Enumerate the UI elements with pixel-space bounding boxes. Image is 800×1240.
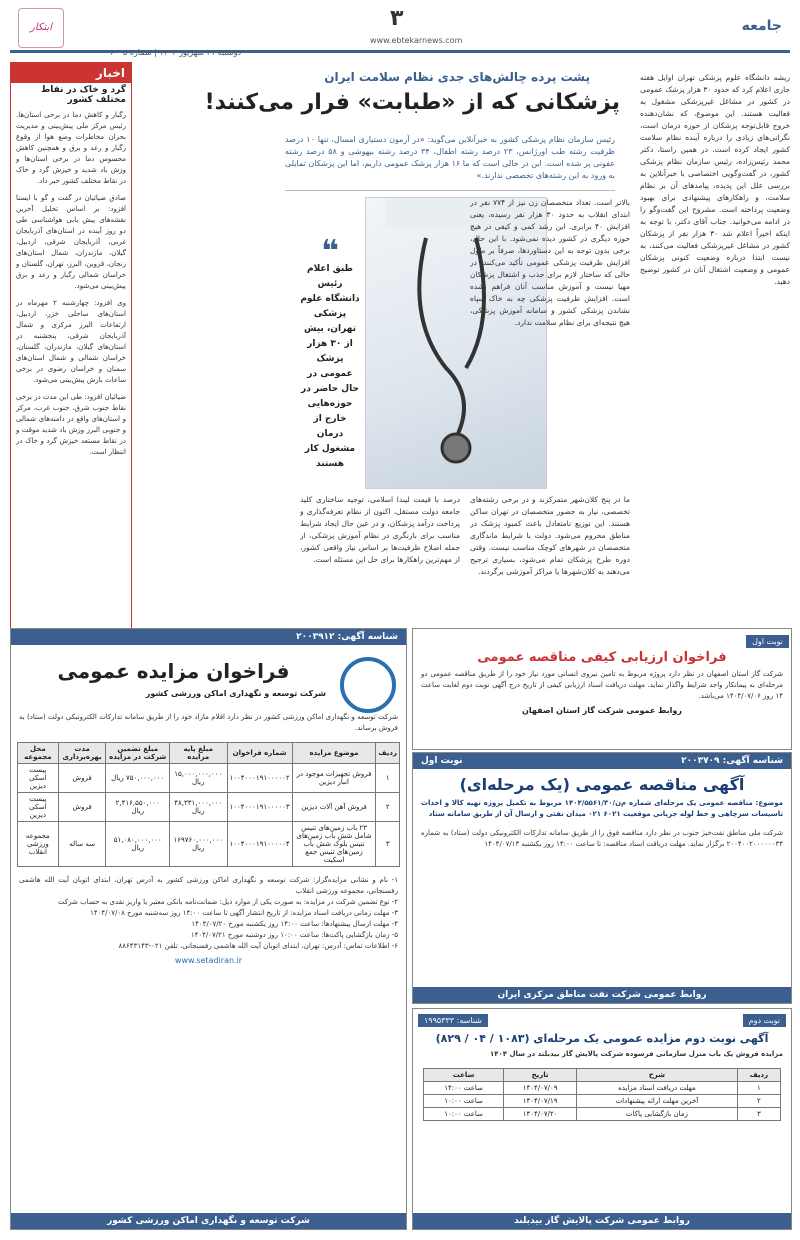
newspaper-logo: ابتکار (18, 8, 64, 48)
table-cell: ۱۵,۰۰۰,۰۰۰,۰۰۰ ریال (169, 764, 227, 793)
page-number: ۳ (390, 6, 404, 31)
ad-title: فراخوان مزایده عمومی (57, 659, 290, 683)
table-header-cell: محل مجموعه (18, 743, 59, 764)
ad-signature: روابط عمومی شرکت نفت مناطق مرکزی ایران (413, 987, 791, 1003)
ad-footer (11, 871, 406, 956)
table-row (424, 1082, 781, 1095)
ad-body: شرکت گاز استان اصفهان در نظر دارد پروژه مربوط به تامین نیروی انسانی مورد نیاز خود را از طریق مناقصه عمومی دو مرحله‌ای به پیمانکار واجد شرایط واگذار نماید. مهلت دریافت اسناد ارزیابی کیفی از تاریخ درج آگهی نوبت دوم لغایت ساعت ۱۴ روز ۱۴۰۴/۰۷/۰۶ می‌باشد. (421, 670, 783, 700)
table-cell: ۲ (737, 1095, 780, 1108)
ad-badge: نوبت اول (421, 756, 463, 766)
table-header-cell: تاریخ (504, 1069, 577, 1082)
table-cell: ۱ (376, 764, 400, 793)
table-cell: ساعت ۱۴:۰۰ (424, 1082, 504, 1095)
table-cell: ۱۴۰۴/۰۷/۱۹ (504, 1095, 577, 1108)
article-column-1: ریشه دانشگاه علوم پزشکی تهران اوایل هفته جاری اعلام کرد که حدود ۳۰ هزار پزشک عمومی در کشور در مشاغل غیرپزشکی مشغول به فعالیت هستند. این موضوع، که نشان‌دهنده خروج قابل‌توجه پزشکان از حوزه درمان است، نگرانی‌های زیادی را درباره آینده نظام سلامت کشور ایجاد کرده است. در همین راستا، دکتر محمد رئیس‌زاده، رئیس سازمان نظام پزشکی کشور، در گفت‌وگویی اختصاصی با خبرآنلاین به بررسی علل این پدیده، پیامدهای آن بر نظام سلامت، و راهکارهای پیشنهادی برای بهبود وضعیت پرداخته است. مشروح این گفت‌وگو را در ادامه می‌خوانید. جناب آقای دکتر، با توجه به اینکه اخیراً اعلام شد ۳۰ هزار نفر از پزشکان کشور در مشاغل غیرپزشکی فعالیت می‌کنند، به نیست ابتدا درباره وضعیت کنونی پزشکان عمومی و وضعیت اشتغال آنان در کشور توضیح دهید. (640, 73, 790, 286)
ad-footer-line: ۱- نام و نشانی مزایده‌گزار: شرکت توسعه و نگهداری اماکن ورزشی کشور به آدرس تهران، ابتدای اتوبان آیت الله هاشمی رفسنجانی، مجموعه ورزشی انقلاب (19, 876, 398, 895)
table-row (18, 822, 400, 867)
ad-subtitle: مزایده فروش یک باب منزل سازمانی فرسوده شرکت پالایش گاز بیدبلند در سال ۱۴۰۴ (489, 1050, 783, 1058)
main-article (140, 62, 790, 622)
news-column (10, 62, 132, 644)
table-cell: ۲۳ باب زمین‌های تنیس شامل شش باب زمین‌های تنیس بلوک شش باب زمین‌های تنیس جمع اسکیت (292, 822, 376, 867)
ad-subtitle: موضوع: مناقصه عمومی یک مرحله‌ای شماره م‌ن/۱۴۰۴/۵۵۶۱/۳۰ مربوط به تکمیل پروژه تهیه کالا و احداث تاسیسات سرچاهی و خط لوله جریانی موقعیت ۶۰۲۱ ۰۲۱ میدان نفتی و ارسال آن از طریق سامانه ستاد (421, 799, 783, 818)
table-row (18, 764, 400, 793)
news-heading: اخبار (11, 63, 131, 83)
table-row (424, 1095, 781, 1108)
table-cell: ۱۰۰۴۰۰۰۱۹۱۰۰۰۰۰۴ (227, 822, 292, 867)
news-paragraph: رگبار و کاهش دما در برخی استان‌ها. رئیس مرکز ملی پیش‌بینی و مدیریت بحران مخاطرات وضع هوا از وقوع رگبار و رعد و برق و همچنین کاهش محسوس دما در برخی استان‌ها و وزش باد شدید و خیزش گرد و خاک در نقاط مختلف کشور خبر داد. (16, 111, 126, 185)
table-header-cell: مبلغ پایه مزایده (169, 743, 227, 764)
pull-quote (300, 234, 360, 469)
ad-refinery-auction (412, 1008, 792, 1230)
table-cell: ساعت ۱۰:۰۰ (424, 1095, 504, 1108)
news-paragraph: وی افزود: چهارشنبه ۲ مهرماه در استان‌های ساحلی خزر، اردبیل، ارتفاعات البرز مرکزی و شمال آذربایجان شرقی، پنجشنبه در استان‌های گیلان، مازندران، گلستان، خراسان شمالی و شمال استان‌های سمنان و خراسان رضوی در برخی ساعات بارش پیش‌بینی می‌شود. (16, 299, 126, 384)
ad-footer-line: ۴- مهلت ارسال پیشنهادها: ساعت ۱۴:۰۰ روز یکشنبه مورخ ۱۴۰۴/۰۷/۲۰ (191, 920, 398, 928)
ad-oil-tender (412, 752, 792, 1004)
ad-footer-line: ۳- مهلت زمانی دریافت اسناد مزایده: از تاریخ انتشار آگهی تا ساعت ۱۴:۰۰ روز سه‌شنبه مورخ ۱۴۰۴/۰۷/۰۸ (90, 909, 398, 917)
table-cell: فروش آهن آلات دیزین (292, 793, 376, 822)
table-cell: آخرین مهلت ارائه پیشنهادات (577, 1095, 738, 1108)
ad-gas-qualification (412, 628, 792, 750)
table-cell: فروش (58, 764, 106, 793)
table-cell: ۱۴۰۴/۰۷/۰۹ (504, 1082, 577, 1095)
table-cell: سه ساله (58, 822, 106, 867)
table-cell: مهلت دریافت اسناد مزایده (577, 1082, 738, 1095)
ad-badge: نوبت دوم (743, 1014, 786, 1027)
news-paragraph: ضیائیان افزود: طی این مدت در برخی نقاط جنوب شرق، جنوب غرب، مرکز و استان‌های واقع در دامنه‌های شمالی و جنوبی البرز وزش باد شدید موقت و در نقاط مستعد خیزش گرد و خاک در انتظار است. (16, 393, 126, 456)
table-cell: پیست اسکی دیزین (18, 764, 59, 793)
ad-badge: نوبت اول (746, 635, 789, 648)
ad-tender-sports (10, 628, 407, 1230)
news-subheading: گرد و خاک در نقاط مختلف کشور (40, 85, 126, 105)
page-header (10, 6, 790, 57)
ad-footer-line: ۶- اطلاعات تماس: آدرس: تهران، ابتدای اتوبان آیت الله هاشمی رفسنجانی، تلفن ۰۲۱-۸۸۶۴۳۱۴۳ (118, 942, 398, 950)
site-url: www.ebtekarnews.com (370, 36, 463, 45)
table-cell: زمان بازگشایی پاکات (577, 1108, 738, 1121)
table-cell: مجموعه ورزشی انقلاب (18, 822, 59, 867)
table-cell: ۱ (737, 1082, 780, 1095)
table-cell: ۲,۴۱۶,۵۵۰,۰۰۰ ریال (106, 793, 170, 822)
org-logo-icon (340, 657, 396, 713)
table-cell: پیست اسکی دیزین (18, 793, 59, 822)
table-header-cell: ردیف (376, 743, 400, 764)
table-header-cell: موضوع مزایده (292, 743, 376, 764)
table-header-cell: مبلغ تضمین شرکت در مزایده (106, 743, 170, 764)
table-cell: ۳ (376, 822, 400, 867)
table-cell: ۱۴۰۴/۰۷/۲۰ (504, 1108, 577, 1121)
issue-date: دوشنبه ۳۱ شهریور ۱۴۰۴ | شماره ۶۰۰۵ (110, 48, 242, 57)
table-cell: فروش تجهیزات موجود در انبار دیزین (292, 764, 376, 793)
table-cell: فروش (58, 793, 106, 822)
table-cell: ۱۶۹۷۶۰,۰۰۰,۰۰۰ ریال (169, 822, 227, 867)
table-header-cell: ساعت (424, 1069, 504, 1082)
ad-signature: شرکت توسعه و نگهداری اماکن ورزشی کشور (11, 1213, 406, 1229)
ad-intro: شرکت توسعه و نگهداری اماکن ورزشی کشور در نظر دارد اقلام مازاد خود را از طریق سامانه تدارکات الکترونیکی دولت (ستاد) به فروش برساند. (19, 713, 398, 732)
ad-number: شناسه آگهی: ۲۰۰۳۷۰۹ (681, 756, 783, 766)
article-column-2: بالاتر است. تعداد متخصصان زن نیز از ۷۷۴ نفر در ابتدای انقلاب به حدود ۳۰ هزار نفر رسیده، یعنی افزایش ۴۰ برابری. این رشد کمی و کیفی در هیچ حوزه دیگری در کشور دیده نمی‌شود. با این حال، برخی بدون توجه به این دستاوردها، صرفاً بر طول افزایش ظرفیت پزشکی عمومی تأکید می‌کنند، در حالی که ساختار لازم برای جذب و اشتغال پزشکان مهیا نیست و آموزش مناسب آنان فراهم نشده است. افزایش ظرفیت پزشکی چه به خاک سپاه نشاندن پزشکی کشور و سامانه آموزش پزشکی، هیچ نتیجه‌ای برای نظام سلامت ندارد. (470, 198, 630, 327)
table-cell: ۱۰۰۴۰۰۰۱۹۱۰۰۰۰۰۳ (227, 793, 292, 822)
article-title: پزشکانی که از «طبابت» فرار می‌کنند! (204, 90, 620, 115)
ad-body: شرکت ملی مناطق نفت‌خیز جنوب در نظر دارد مناقصه فوق را از طریق سامانه تدارکات الکترونیکی دولت (ستاد) به شماره ۲۰۰۴۰۰۲۰۰۰۰۰۰۳۴ برگزار نماید. مهلت دریافت اسناد مناقصه: تا ساعت ۱۴:۰۰ روز یکشنبه ۱۴۰۴/۰۷/۱۳ (421, 829, 783, 848)
ad-signature: روابط عمومی شرکت پالایش گاز بیدبلند (413, 1213, 791, 1229)
ad-footer-line: ۲- نوع تضمین شرکت در مزایده: به صورت یکی از موارد ذیل: ضمانت‌نامه بانکی معتبر یا واریز نقدی به حساب شرکت (57, 898, 398, 906)
section-name: جامعه (741, 18, 782, 34)
article-lede: رئیس سازمان نظام پزشکی کشور به خبرآنلاین می‌گوید: «در آزمون دستیاری امسال، تنها ۱۰ درصد ظرفیت رشته طب اورژانس، ۲۳ درصد رشته اطفال، ۳۴ درصد رشته بیهوشی و ۵۸ درصد رشته عفونی پر شده است. این در حالی است که ما ۱۶ هزار پزشک عمومی داریم، اما این پزشکان تمایلی به ورود به این رشته‌های تخصصی ندارند.» (285, 134, 615, 191)
ad-number: شناسه آگهی: ۲۰۰۳۹۱۲ (11, 629, 406, 645)
ad-website[interactable]: www.setadiran.ir (174, 956, 243, 965)
news-paragraph: صادق ضیائیان در گفت و گو با ایسنا افزود: بر اساس تحلیل آخرین نقشه‌های پیش یابی هواشناسی طی دو روز آینده در استان‌های آذربایجان غربی، آذربایجان شرقی، اردبیل، گیلان، مازندران، شمال استان‌های زنجان، قزوین، البرز، تهران، گلستان و خراسان شمالی رگبار و رعد و برق پیش‌بینی می‌شود. (16, 194, 126, 290)
article-column-4: درصد با قیمت لیندا اسلامی، توجیه ساختاری کلید جامعه دولت مستقل، اکنون از نظام تعرفه‌گذاری و پرداخت درآمد پزشکان، و در عین حال ایجاد شرایط مناسب برای بازنگری در نظام آموزش پزشکی، از جمله اصلاح ظرفیت‌ها بر اساس نیاز واقعی کشور، از مهم‌ترین راهکارها برای حل این مسئله است. (300, 495, 460, 564)
ad-signature: روابط عمومی شرکت گاز استان اصفهان (522, 706, 682, 715)
table-row (18, 793, 400, 822)
table-row (424, 1108, 781, 1121)
ad-title: فراخوان ارزیابی کیفی مناقصه عمومی (477, 650, 727, 665)
table-cell: ۷۵۰,۰۰۰,۰۰۰ ریال (106, 764, 170, 793)
table-cell: ۵۱,۰۸۰,۰۰۰,۰۰۰ ریال (106, 822, 170, 867)
auction-table (423, 1068, 781, 1121)
table-header-cell: شماره فراخوان (227, 743, 292, 764)
ad-footer-line: ۵- زمان بازگشایی پاکت‌ها: ساعت ۱۰:۰۰ روز دوشنبه مورخ ۱۴۰۴/۰۷/۲۱ (190, 931, 398, 939)
ad-org: شرکت توسعه و نگهداری اماکن ورزشی کشور (145, 689, 326, 698)
quote-mark-icon: ❝ (321, 234, 339, 269)
article-column-3: ما در پنج کلان‌شهر متمرکزند و در برخی رشته‌های تخصصی، نیاز به حضور متخصصان در تهران ساکن هستند. این توزیع نامتعادل باعث کمبود پزشک در مناطق محروم می‌شود. دولت با شرایط ماندگاری متخصصان در شهرهای کوچک مناسب نیست. وقتی دوره طرح پزشکان تمام می‌شود، بسیاری ترجیح می‌دهند به کلان‌شهرها یا مراکز آموزشی برگردند. (470, 495, 630, 576)
table-cell: ۲ (376, 793, 400, 822)
ad-header-band (413, 753, 791, 769)
tender-table (17, 742, 400, 867)
table-cell: ۳ (737, 1108, 780, 1121)
table-cell: ساعت ۱۰:۰۰ (424, 1108, 504, 1121)
ad-title: آگهی مناقصه عمومی (یک مرحله‌ای) (459, 775, 745, 794)
pull-quote-text: طبق اعلام رئیس دانشگاه علوم پزشکی تهران، بیش از ۳۰ هزار پزشک عمومی در حال حاضر در حوزه‌هایی خارج از درمان مشغول کار هستند (300, 264, 360, 469)
ad-title: آگهی نوبت دوم مزایده عمومی یک مرحله‌ای (۱۰۸۳ / ۰۴ / ۸۲۹) (435, 1032, 769, 1045)
table-cell: ۴۸,۳۳۱,۰۰۰,۰۰۰ ریال (169, 793, 227, 822)
ad-number: شناسه: ۱۹۹۵۳۳۳ (418, 1014, 488, 1027)
table-header-cell: شرح (577, 1069, 738, 1082)
table-cell: ۱۰۰۴۰۰۰۱۹۱۰۰۰۰۰۲ (227, 764, 292, 793)
article-kicker: پشت پرده چالش‌های جدی نظام سلامت ایران (324, 70, 590, 84)
table-header-cell: مدت بهره‌برداری (58, 743, 106, 764)
table-header-cell: ردیف (737, 1069, 780, 1082)
